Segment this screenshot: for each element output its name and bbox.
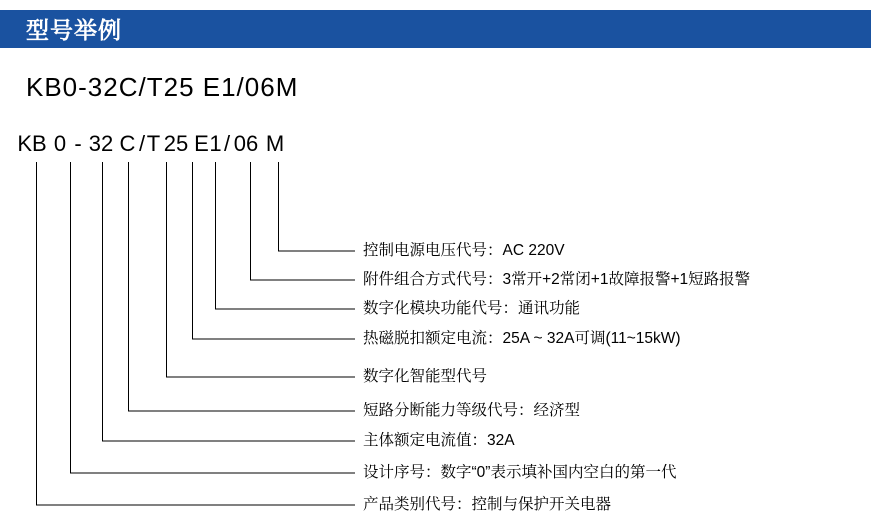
model-code-segment: 06	[233, 131, 259, 156]
model-code-segment: C	[119, 131, 136, 156]
callout-label: 控制电源电压代号：AC 220V	[363, 242, 565, 259]
callout-leader-line	[129, 162, 356, 411]
callout-label: 设计序号：数字“0”表示填补国内空白的第一代	[363, 464, 677, 481]
callout-label: 产品类别代号：控制与保护开关电器	[363, 496, 612, 513]
model-code-segment: /	[138, 131, 146, 156]
callout-leader-line	[167, 162, 356, 377]
callout-leader-line	[279, 162, 356, 251]
model-code-segment: 32	[88, 131, 114, 156]
model-code-segment: 1	[209, 131, 222, 156]
model-code-segment: 25	[163, 131, 189, 156]
callout-label: 数字化智能型代号	[363, 368, 488, 385]
callout-leader-line	[251, 162, 356, 280]
model-code-segment: KB	[17, 131, 47, 156]
model-code-segment: 0	[53, 131, 67, 156]
callout-leader-line	[37, 162, 356, 505]
callout-label: 热磁脱扣额定电流：25A ~ 32A可调(11~15kW)	[363, 330, 681, 347]
callout-label: 主体额定电流值：32A	[363, 432, 515, 449]
model-code-segment: /	[223, 131, 231, 156]
callout-leader-line	[216, 162, 356, 309]
page-title: 型号举例	[26, 17, 122, 43]
model-code-segment: T	[146, 131, 161, 156]
model-code-segment: M	[265, 131, 285, 156]
model-code-segment: E	[194, 131, 209, 156]
callout-label: 附件组合方式代号：3常开+2常闭+1故障报警+1短路报警	[363, 271, 751, 288]
callout-label: 短路分断能力等级代号：经济型	[363, 402, 581, 419]
callout-leader-line	[103, 162, 356, 441]
model-full-code: KB0-32C/T25 E1/06M	[26, 72, 299, 102]
callout-label: 数字化模块功能代号：通讯功能	[363, 300, 581, 317]
callout-leader-line	[71, 162, 356, 473]
model-code-segment: -	[74, 131, 82, 156]
